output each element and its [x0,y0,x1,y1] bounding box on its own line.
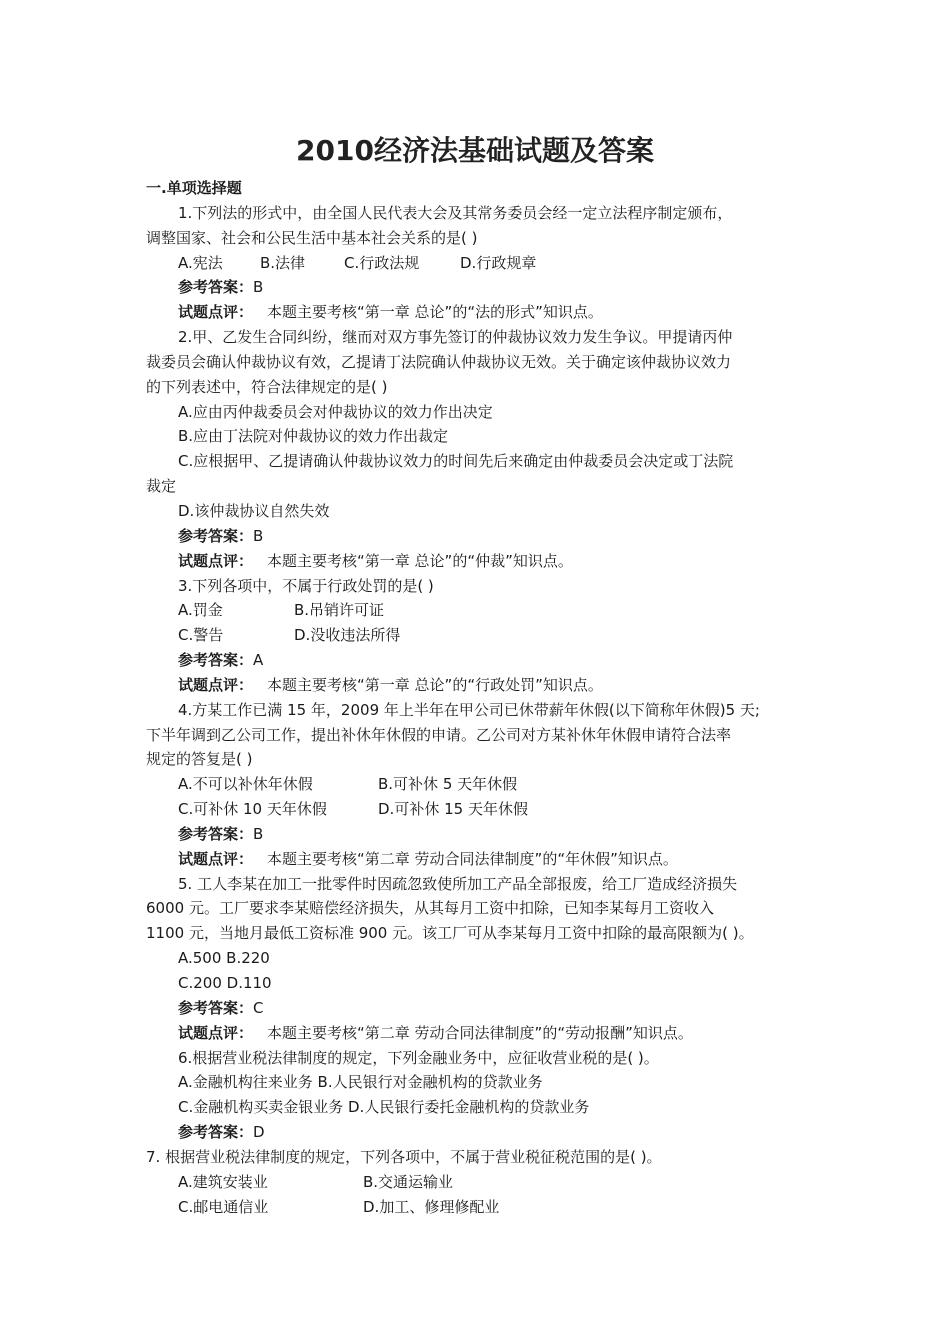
answer-value: C [253,998,264,1017]
question-4-line-2: 下半年调到乙公司工作，提出补休年休假的申请。乙公司对方某补休年休假申请符合法率 [146,725,732,744]
option-b: B.可补休 5 天年休假 [378,775,518,794]
option-d: D.该仲裁协议自然失效 [178,501,330,520]
question-1-line-1: 1.下列法的形式中，由全国人民代表大会及其常务委员会经一定立法程序制定颁布， [178,203,733,222]
option-b: B.应由丁法院对仲裁协议的效力作出裁定 [178,427,449,446]
question-2-line-2: 裁委员会确认仲裁协议有效，乙提请丁法院确认仲裁协议无效。关于确定该仲裁协议效力 [146,352,732,371]
option-a: A.应由丙仲裁委员会对仲裁协议的效力作出决定 [178,402,493,421]
comment-text: 本题主要考核“第二章 劳动合同法律制度”的“年休假”知识点。 [267,849,678,868]
question-4-answer [146,822,806,847]
question-7-line-1: 7. 根据营业税法律制度的规定，下列各项中，不属于营业税征税范围的是( )。 [146,1147,662,1166]
option-c-line-2: 裁定 [146,477,177,496]
question-3-options-ab [146,598,806,623]
question-4-line-3: 规定的答复是( ) [146,750,253,769]
option-c-line-1: C.应根据甲、乙提请确认仲裁协议效力的时间先后来确定由仲裁委员会决定或丁法院 [178,452,734,471]
answer-value: B [253,824,264,843]
question-2-comment [146,549,806,574]
question-4-options-cd [146,797,806,822]
comment-label: 试题点评： [178,303,254,322]
page-title: 2010经济法基础试题及答案 [296,134,654,167]
question-1-comment [146,300,806,325]
question-6-line-1: 6.根据营业税法律制度的规定，下列金融业务中，应征收营业税的是( )。 [178,1048,659,1067]
answer-label: 参考答案： [178,1123,254,1142]
section-heading: 一.单项选择题 [146,179,242,197]
option-c: C.可补休 10 天年休假 [178,800,327,819]
answer-label: 参考答案： [178,824,254,843]
comment-text: 本题主要考核“第一章 总论”的“行政处罚”知识点。 [267,675,603,694]
option-d: D.行政规章 [460,253,537,272]
question-2-line-1: 2.甲、乙发生合同纠纷，继而对双方事先签订的仲裁协议效力发生争议。甲提请丙仲 [178,328,733,347]
comment-text: 本题主要考核“第一章 总论”的“法的形式”知识点。 [267,303,603,322]
question-2-answer [146,524,806,549]
answer-value: B [253,278,264,297]
comment-label: 试题点评： [178,675,254,694]
answer-label: 参考答案： [178,278,254,297]
question-7-options-ab [146,1170,806,1195]
question-7-options-cd [146,1195,806,1220]
option-a: A.宪法 [178,253,223,272]
comment-label: 试题点评： [178,849,254,868]
question-5-options-cd: C.200 D.110 [178,974,272,992]
option-d: D.没收违法所得 [294,626,401,645]
comment-label: 试题点评： [178,1023,254,1042]
option-c: C.邮电通信业 [178,1197,269,1216]
answer-value: D [253,1123,265,1142]
option-c: C.行政法规 [344,253,420,272]
question-3-line-1: 3.下列各项中，不属于行政处罚的是( ) [178,576,434,595]
comment-label: 试题点评： [178,551,254,570]
option-b: B.交通运输业 [363,1172,454,1191]
question-4-comment [146,847,806,872]
option-c: C.警告 [178,626,224,645]
question-3-options-cd [146,623,806,648]
option-a: A.不可以补休年休假 [178,775,313,794]
question-1-line-2: 调整国家、社会和公民生活中基本社会关系的是( ) [146,228,478,247]
question-4-options-ab [146,772,806,797]
answer-value: A [253,651,264,670]
option-b: B.吊销许可证 [294,601,385,620]
question-5-options-ab: A.500 B.220 [178,949,270,968]
answer-label: 参考答案： [178,998,254,1017]
question-1-options [146,251,806,276]
option-d: D.可补休 15 天年休假 [378,800,528,819]
comment-text: 本题主要考核“第一章 总论”的“仲裁”知识点。 [267,551,573,570]
question-3-answer [146,648,806,673]
question-6-options-cd: C.金融机构买卖金银业务 D.人民银行委托金融机构的贷款业务 [178,1098,590,1117]
question-5-line-2: 6000 元。工厂要求李某赔偿经济损失，从其每月工资中扣除，已知李某每月工资收入 [146,899,714,918]
question-3-comment [146,673,806,698]
answer-value: B [253,526,264,545]
question-5-line-3: 1100 元，当地月最低工资标准 900 元。该工厂可从李某每月工资中扣除的最高限额为( )。 [146,924,754,943]
answer-label: 参考答案： [178,651,254,670]
question-4-line-1: 4.方某工作已满 15 年，2009 年上半年在甲公司已休带薪年休假(以下简称年休假)5 天; [178,700,760,719]
document-body [146,176,806,1219]
option-a: A.建筑安装业 [178,1172,268,1191]
question-6-answer [146,1120,806,1145]
comment-text: 本题主要考核“第二章 劳动合同法律制度”的“劳动报酬”知识点。 [267,1023,693,1042]
question-5-comment [146,1021,806,1046]
question-2-line-3: 的下列表述中，符合法律规定的是( ) [146,377,388,396]
question-1-answer [146,275,806,300]
question-5-line-1: 5. 工人李某在加工一批零件时因疏忽致使所加工产品全部报废，给工厂造成经济损失 [178,874,738,893]
option-d: D.加工、修理修配业 [363,1197,500,1216]
option-b: B.法律 [260,253,306,272]
question-6-options-ab: A.金融机构往来业务 B.人民银行对金融机构的贷款业务 [178,1073,543,1092]
answer-label: 参考答案： [178,526,254,545]
question-5-answer [146,996,806,1021]
option-a: A.罚金 [178,601,223,620]
